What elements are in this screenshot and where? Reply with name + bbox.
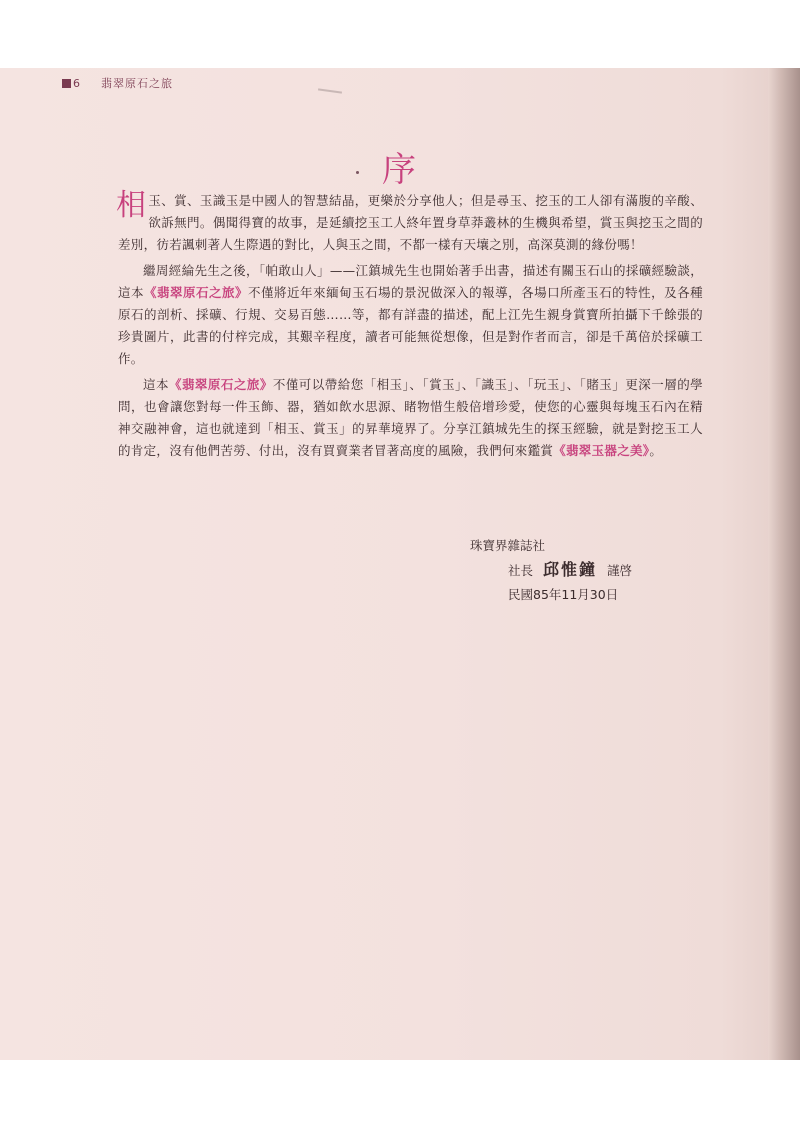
book-spine-shadow	[768, 68, 800, 1060]
paragraph-2	[118, 260, 703, 370]
page-title: 序	[382, 150, 418, 190]
signature-role: 社長	[508, 563, 534, 578]
running-header	[62, 75, 173, 91]
signature-closing: 謹啓	[607, 563, 633, 578]
preface-body	[118, 190, 703, 466]
signature-name: 邱惟鐘	[543, 560, 598, 579]
title-dot	[356, 171, 359, 174]
paragraph-3-end: 。	[649, 443, 663, 458]
paragraph-2-text-b: 不僅將近年來緬甸玉石場的景況做深入的報導，各場口所產玉石的特性，及各種原石的剖析、採礦、行規、交易百態……等，都有詳盡的描述，配上江先生親身賞寶所拍攝下千餘張的珍貴圖片，此書的付梓完成，其艱辛程度，讀者可能無從想像，但是對作者而言，卻是千萬倍於採礦工作。	[118, 285, 703, 366]
header-square-icon	[62, 79, 71, 88]
paragraph-1-text: 玉、賞、玉識玉是中國人的智慧結晶，更樂於分享他人；但是尋玉、挖玉的工人卻有滿腹的辛酸、欲訴無門。偶聞得寶的故事，是延續挖玉工人終年置身草莽叢林的生機與希望，賞玉與挖玉之間的差別，彷若諷刺著人生際遇的對比，人與玉之間，不都一樣有天壤之別，高深莫測的緣份嗎！	[118, 193, 703, 252]
page-number: 6	[73, 77, 81, 90]
signature-date: 民國85年11月30日	[508, 587, 619, 602]
running-title: 翡翠原石之旅	[101, 77, 173, 90]
book-title-ref: 《翡翠原石之旅》	[144, 285, 249, 300]
book-title-ref: 《翡翠原石之旅》	[168, 377, 273, 392]
signature-block	[470, 534, 632, 607]
signature-author-line	[470, 558, 632, 583]
drop-cap: 相	[116, 188, 147, 223]
book-title-ref-2: 《翡翠玉器之美》	[553, 443, 650, 458]
paragraph-1	[118, 190, 703, 256]
signature-organization: 珠寶界雜誌社	[470, 538, 546, 553]
paragraph-3-text-a: 這本	[143, 377, 169, 392]
paragraph-3	[118, 374, 703, 462]
paragraph-3-text-b: 不僅可以帶給您「相玉」、「賞玉」、「識玉」、「玩玉」、「賭玉」更深一層的學問，也會讓您對每一件玉飾、器，猶如飲水思源、睹物惜生般倍增珍愛，使您的心靈與每塊玉石內在精神交融神會，這也就達到「相玉、賞玉」的昇華境界了。分享江鎮城先生的探玉經驗，就是對挖玉工人的肯定，沒有他們苦勞、付出，沒有買賣業者冒著高度的風險，我們何來鑑賞	[118, 377, 703, 458]
paragraph-2-text-a: 繼周經綸先生之後，「帕敢山人」——江鎮城先生也開始著手出書，描述有關玉石山的採礦經驗談，這本	[118, 263, 703, 300]
